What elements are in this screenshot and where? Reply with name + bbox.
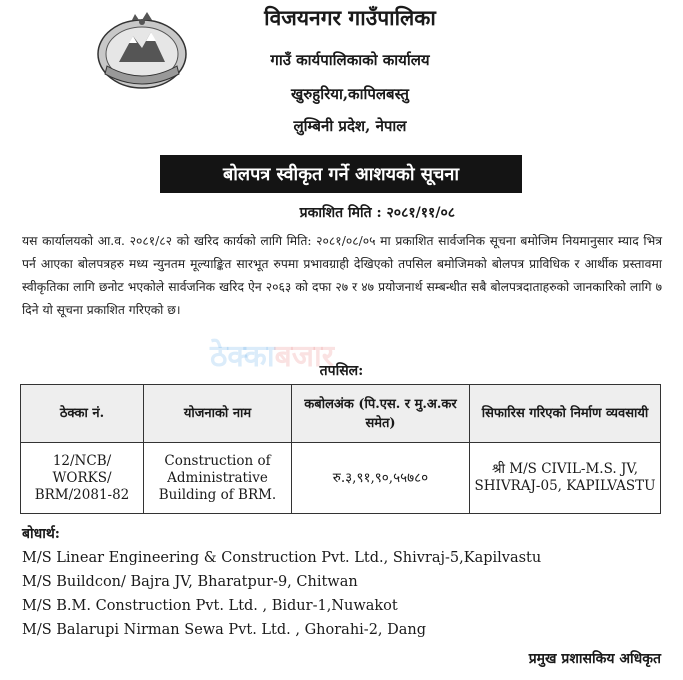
- province-name: लुम्बिनी प्रदेश, नेपाल: [293, 117, 407, 135]
- table-header-row: [21, 385, 661, 443]
- notice-title: बोलपत्र स्वीकृत गर्ने आशयको सूचना: [160, 155, 522, 193]
- contract-table: [20, 384, 661, 514]
- tapasil-label: तपसिल:: [319, 363, 364, 379]
- list-item: M/S B.M. Construction Pvt. Ltd. , Bidur-1,Nuwakot: [22, 598, 398, 614]
- header-recommended-contractor: सिफारिस गरिएको निर्माण व्यवसायी: [470, 385, 661, 443]
- bodhartha-label: बोधार्थ:: [22, 526, 60, 542]
- municipality-name: विजयनगर गाउँपालिका: [264, 5, 436, 30]
- published-date: [300, 203, 455, 222]
- published-date-value: २०८१/११/०८: [386, 205, 455, 221]
- office-name: गाउँ कार्यपालिकाको कार्यालय: [270, 51, 430, 69]
- cell-project-name: Construction of Administrative Building of BRM.: [144, 443, 292, 514]
- notice-body: यस कार्यालयको आ.व. २०८१/८२ को खरिद कार्यको लागि मिति: २०८१/०८/०५ मा प्रकाशित सार्वजनिक सूचना बमोजिम नियमानुसार म्याद भित्र पर्न आएका बोलपत्रहरु मध्य न्युनतम मूल्याङ्कित सारभूत रुपमा प्रभावग्राही देखिएको तपसिल बमोजिमको बोलपत्र प्राविधिक र आर्थीक प्रस्तावमा स्वीकृतिका लागि छनोट भएकोले सार्वजनिक खरिद ऐन २०६३ को दफा २७ र ४७ प्रयोजनार्थ सम्बन्धीत सबै बोलपत्रदाताहरुको जानकारिको लागि ७ दिने यो सूचना प्रकाशित गरिएको छ।: [22, 234, 662, 317]
- cell-bid-amount: रु.३,९१,९०,५५७८०: [292, 443, 470, 514]
- list-item: M/S Buildcon/ Bajra JV, Bharatpur-9, Chitwan: [22, 574, 358, 590]
- header-project-name: योजनाको नाम: [144, 385, 292, 443]
- office-location: खुरुहुरिया,कापिलबस्तु: [291, 85, 409, 103]
- watermark-part2: बजार: [274, 339, 335, 374]
- cell-contractor: श्री M/S CIVIL-M.S. JV, SHIVRAJ-05, KAPILVASTU: [470, 443, 661, 514]
- signatory: प्रमुख प्रशासकिय अधिकृत: [528, 651, 661, 667]
- cell-contract-no: 12/NCB/ WORKS/ BRM/2081-82: [21, 443, 144, 514]
- bidder-list: [22, 546, 541, 642]
- list-item: M/S Linear Engineering & Construction Pvt. Ltd., Shivraj-5,Kapilvastu: [22, 550, 542, 566]
- header-contract-no: ठेक्का नं.: [21, 385, 144, 443]
- watermark-part1: ठेक्का: [210, 339, 275, 374]
- header-bid-amount: कबोलअंक (पि.एस. र मु.अ.कर समेत): [292, 385, 470, 443]
- published-date-label: प्रकाशित मिति :: [299, 205, 382, 221]
- nepal-emblem-icon: [95, 10, 189, 90]
- list-item: M/S Balarupi Nirman Sewa Pvt. Ltd. , Ghorahi-2, Dang: [22, 622, 427, 638]
- table-row: [21, 443, 661, 514]
